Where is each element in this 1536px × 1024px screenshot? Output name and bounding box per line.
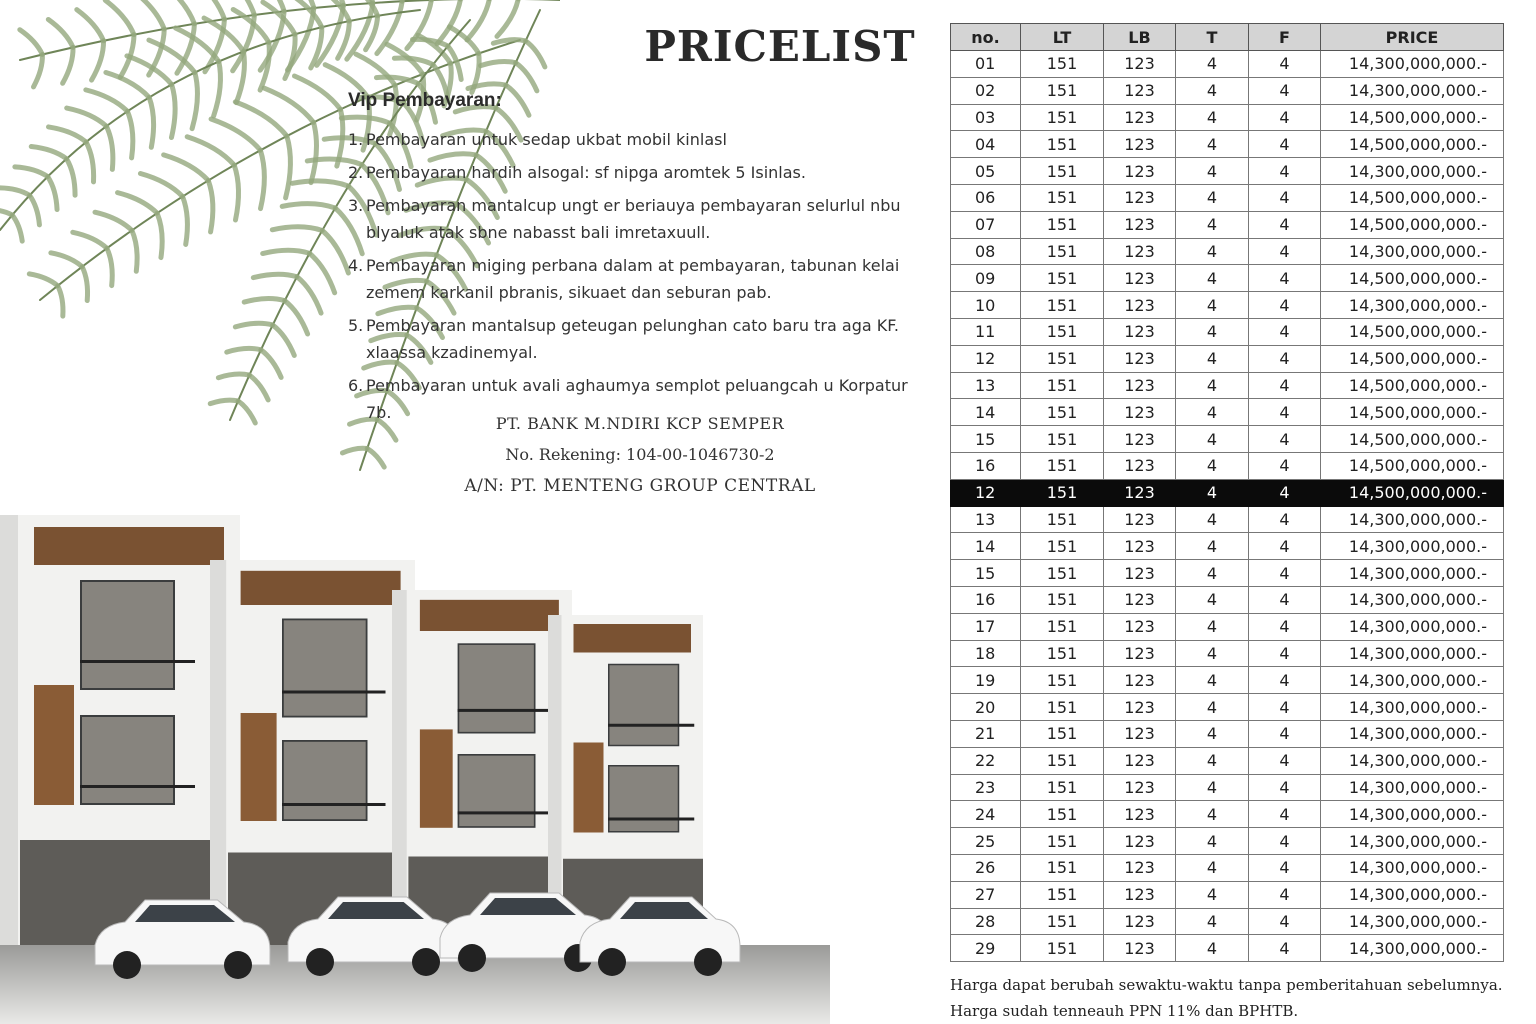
cell-price: 14,500,000,000.- bbox=[1321, 399, 1504, 426]
cell-lb: 123 bbox=[1104, 533, 1176, 560]
cell-lt: 151 bbox=[1021, 667, 1104, 694]
cell-f: 4 bbox=[1249, 265, 1321, 292]
cell-lb: 123 bbox=[1104, 131, 1176, 158]
payment-item-number: 2. bbox=[348, 163, 364, 182]
cell-lb: 123 bbox=[1104, 479, 1176, 506]
cell-f: 4 bbox=[1249, 560, 1321, 587]
cell-price: 14,500,000,000.- bbox=[1321, 104, 1504, 131]
table-row bbox=[951, 881, 1504, 908]
table-row bbox=[951, 211, 1504, 238]
cell-t: 4 bbox=[1176, 613, 1249, 640]
cell-price: 14,300,000,000.- bbox=[1321, 506, 1504, 533]
cell-lt: 151 bbox=[1021, 533, 1104, 560]
cell-lt: 151 bbox=[1021, 372, 1104, 399]
cell-price: 14,300,000,000.- bbox=[1321, 77, 1504, 104]
cell-t: 4 bbox=[1176, 158, 1249, 185]
table-row bbox=[951, 265, 1504, 292]
cell-t: 4 bbox=[1176, 265, 1249, 292]
cell-lt: 151 bbox=[1021, 292, 1104, 319]
cell-t: 4 bbox=[1176, 828, 1249, 855]
cell-f: 4 bbox=[1249, 801, 1321, 828]
cell-t: 4 bbox=[1176, 640, 1249, 667]
payment-item-text: Pembayaran untuk sedap ukbat mobil kinlasl bbox=[366, 130, 727, 149]
cell-f: 4 bbox=[1249, 935, 1321, 962]
header-lb: LB bbox=[1104, 24, 1176, 51]
payment-item-text: Pembayaran miging perbana dalam at pembayaran, tabunan kelai zemem karkanil pbranis, sikuaet dan seburan pab. bbox=[366, 256, 900, 302]
cell-no: 01 bbox=[951, 51, 1021, 78]
header-f: F bbox=[1249, 24, 1321, 51]
cell-lb: 123 bbox=[1104, 372, 1176, 399]
cell-price: 14,300,000,000.- bbox=[1321, 667, 1504, 694]
cell-price: 14,300,000,000.- bbox=[1321, 828, 1504, 855]
cell-no: 03 bbox=[951, 104, 1021, 131]
cell-lb: 123 bbox=[1104, 586, 1176, 613]
bank-account-holder: A/N: PT. MENTENG GROUP CENTRAL bbox=[464, 476, 816, 496]
cell-price: 14,500,000,000.- bbox=[1321, 345, 1504, 372]
payment-item-text: Pembayaran hardih alsogal: sf nipga aromtek 5 Isinlas. bbox=[366, 163, 806, 182]
cell-lt: 151 bbox=[1021, 158, 1104, 185]
cell-price: 14,500,000,000.- bbox=[1321, 452, 1504, 479]
cell-no: 15 bbox=[951, 426, 1021, 453]
table-row bbox=[951, 828, 1504, 855]
cell-f: 4 bbox=[1249, 881, 1321, 908]
cell-lb: 123 bbox=[1104, 345, 1176, 372]
cell-t: 4 bbox=[1176, 533, 1249, 560]
cell-t: 4 bbox=[1176, 211, 1249, 238]
cell-price: 14,300,000,000.- bbox=[1321, 747, 1504, 774]
cell-lt: 151 bbox=[1021, 399, 1104, 426]
cell-no: 13 bbox=[951, 506, 1021, 533]
table-row bbox=[951, 640, 1504, 667]
cell-f: 4 bbox=[1249, 613, 1321, 640]
cell-t: 4 bbox=[1176, 77, 1249, 104]
cell-no: 05 bbox=[951, 158, 1021, 185]
table-row bbox=[951, 372, 1504, 399]
cell-lt: 151 bbox=[1021, 720, 1104, 747]
cell-lt: 151 bbox=[1021, 801, 1104, 828]
cell-lt: 151 bbox=[1021, 881, 1104, 908]
cell-lb: 123 bbox=[1104, 801, 1176, 828]
cell-lt: 151 bbox=[1021, 774, 1104, 801]
cell-no: 23 bbox=[951, 774, 1021, 801]
cell-no: 29 bbox=[951, 935, 1021, 962]
cell-f: 4 bbox=[1249, 426, 1321, 453]
cell-t: 4 bbox=[1176, 131, 1249, 158]
payment-item-number: 6. bbox=[348, 376, 364, 395]
table-row bbox=[951, 292, 1504, 319]
cell-no: 12 bbox=[951, 479, 1021, 506]
cell-no: 17 bbox=[951, 613, 1021, 640]
cell-t: 4 bbox=[1176, 560, 1249, 587]
cell-no: 16 bbox=[951, 452, 1021, 479]
bank-name: PT. BANK M.NDIRI KCP SEMPER bbox=[495, 414, 785, 433]
cell-f: 4 bbox=[1249, 640, 1321, 667]
payment-item bbox=[348, 159, 908, 186]
cell-t: 4 bbox=[1176, 292, 1249, 319]
cell-t: 4 bbox=[1176, 854, 1249, 881]
cell-t: 4 bbox=[1176, 747, 1249, 774]
cell-t: 4 bbox=[1176, 935, 1249, 962]
cell-t: 4 bbox=[1176, 479, 1249, 506]
cell-lt: 151 bbox=[1021, 935, 1104, 962]
cell-price: 14,500,000,000.- bbox=[1321, 426, 1504, 453]
bank-info bbox=[420, 414, 860, 496]
cell-price: 14,300,000,000.- bbox=[1321, 560, 1504, 587]
cell-f: 4 bbox=[1249, 533, 1321, 560]
table-row bbox=[951, 667, 1504, 694]
cell-lb: 123 bbox=[1104, 104, 1176, 131]
cell-no: 15 bbox=[951, 560, 1021, 587]
cell-lb: 123 bbox=[1104, 184, 1176, 211]
table-row bbox=[951, 318, 1504, 345]
payment-section bbox=[348, 90, 908, 432]
cell-lb: 123 bbox=[1104, 292, 1176, 319]
page-title: PRICELIST bbox=[644, 22, 916, 71]
cell-f: 4 bbox=[1249, 452, 1321, 479]
payment-item bbox=[348, 126, 908, 153]
payment-item-number: 4. bbox=[348, 256, 364, 275]
cell-lt: 151 bbox=[1021, 452, 1104, 479]
cell-lt: 151 bbox=[1021, 560, 1104, 587]
cell-price: 14,300,000,000.- bbox=[1321, 292, 1504, 319]
cell-lb: 123 bbox=[1104, 720, 1176, 747]
payment-item-number: 3. bbox=[348, 196, 364, 215]
cell-t: 4 bbox=[1176, 667, 1249, 694]
cell-no: 08 bbox=[951, 238, 1021, 265]
cell-no: 14 bbox=[951, 533, 1021, 560]
cell-price: 14,500,000,000.- bbox=[1321, 479, 1504, 506]
cell-price: 14,500,000,000.- bbox=[1321, 372, 1504, 399]
cell-lb: 123 bbox=[1104, 77, 1176, 104]
cell-price: 14,300,000,000.- bbox=[1321, 586, 1504, 613]
header-no: no. bbox=[951, 24, 1021, 51]
cell-no: 11 bbox=[951, 318, 1021, 345]
cell-price: 14,300,000,000.- bbox=[1321, 908, 1504, 935]
cell-lt: 151 bbox=[1021, 479, 1104, 506]
cell-f: 4 bbox=[1249, 77, 1321, 104]
cell-f: 4 bbox=[1249, 292, 1321, 319]
cell-lt: 151 bbox=[1021, 345, 1104, 372]
cell-lb: 123 bbox=[1104, 935, 1176, 962]
table-header-row bbox=[951, 24, 1504, 51]
table-row bbox=[951, 720, 1504, 747]
cell-lt: 151 bbox=[1021, 131, 1104, 158]
cell-lt: 151 bbox=[1021, 211, 1104, 238]
cell-price: 14,300,000,000.- bbox=[1321, 774, 1504, 801]
cell-no: 24 bbox=[951, 801, 1021, 828]
cell-t: 4 bbox=[1176, 318, 1249, 345]
cell-lb: 123 bbox=[1104, 854, 1176, 881]
cell-lb: 123 bbox=[1104, 211, 1176, 238]
cell-no: 07 bbox=[951, 211, 1021, 238]
cell-lt: 151 bbox=[1021, 51, 1104, 78]
cell-f: 4 bbox=[1249, 694, 1321, 721]
cell-lb: 123 bbox=[1104, 265, 1176, 292]
cell-lt: 151 bbox=[1021, 908, 1104, 935]
cell-lt: 151 bbox=[1021, 640, 1104, 667]
cell-lt: 151 bbox=[1021, 184, 1104, 211]
cell-f: 4 bbox=[1249, 104, 1321, 131]
cell-price: 14,500,000,000.- bbox=[1321, 184, 1504, 211]
cell-no: 27 bbox=[951, 881, 1021, 908]
cell-no: 22 bbox=[951, 747, 1021, 774]
header-t: T bbox=[1176, 24, 1249, 51]
payment-heading: Vip Pembayaran: bbox=[348, 90, 502, 111]
table-row bbox=[951, 613, 1504, 640]
cell-lb: 123 bbox=[1104, 238, 1176, 265]
cell-t: 4 bbox=[1176, 238, 1249, 265]
cell-f: 4 bbox=[1249, 479, 1321, 506]
cell-f: 4 bbox=[1249, 184, 1321, 211]
cell-lt: 151 bbox=[1021, 828, 1104, 855]
cell-price: 14,300,000,000.- bbox=[1321, 801, 1504, 828]
cell-f: 4 bbox=[1249, 828, 1321, 855]
cell-no: 21 bbox=[951, 720, 1021, 747]
cell-lb: 123 bbox=[1104, 158, 1176, 185]
cell-price: 14,300,000,000.- bbox=[1321, 720, 1504, 747]
cell-price: 14,300,000,000.- bbox=[1321, 613, 1504, 640]
cell-f: 4 bbox=[1249, 908, 1321, 935]
cell-f: 4 bbox=[1249, 345, 1321, 372]
cell-lb: 123 bbox=[1104, 828, 1176, 855]
payment-item-number: 5. bbox=[348, 316, 364, 335]
payment-item-text: Pembayaran untuk avali aghaumya semplot peluangcah u Korpatur 7b. bbox=[366, 376, 908, 422]
cell-f: 4 bbox=[1249, 372, 1321, 399]
header-price: PRICE bbox=[1321, 24, 1504, 51]
payment-item bbox=[348, 252, 908, 306]
cell-lb: 123 bbox=[1104, 613, 1176, 640]
cell-f: 4 bbox=[1249, 747, 1321, 774]
cell-f: 4 bbox=[1249, 158, 1321, 185]
cell-lb: 123 bbox=[1104, 560, 1176, 587]
cell-t: 4 bbox=[1176, 586, 1249, 613]
table-row bbox=[951, 560, 1504, 587]
cell-no: 04 bbox=[951, 131, 1021, 158]
cell-lt: 151 bbox=[1021, 506, 1104, 533]
cell-lt: 151 bbox=[1021, 318, 1104, 345]
table-row bbox=[951, 158, 1504, 185]
table-row bbox=[951, 238, 1504, 265]
payment-item bbox=[348, 192, 908, 246]
table-row bbox=[951, 426, 1504, 453]
cell-f: 4 bbox=[1249, 854, 1321, 881]
cell-t: 4 bbox=[1176, 184, 1249, 211]
townhouse-illustration bbox=[0, 505, 830, 1024]
cell-lb: 123 bbox=[1104, 640, 1176, 667]
table-row bbox=[951, 104, 1504, 131]
cell-t: 4 bbox=[1176, 694, 1249, 721]
cell-no: 19 bbox=[951, 667, 1021, 694]
cell-price: 14,300,000,000.- bbox=[1321, 935, 1504, 962]
cell-lt: 151 bbox=[1021, 613, 1104, 640]
cell-price: 14,300,000,000.- bbox=[1321, 158, 1504, 185]
cell-no: 02 bbox=[951, 77, 1021, 104]
cell-price: 14,500,000,000.- bbox=[1321, 318, 1504, 345]
table-row bbox=[951, 694, 1504, 721]
note-line: Harga dapat berubah sewaktu-waktu tanpa pemberitahuan sebelumnya. bbox=[950, 976, 1503, 994]
cell-no: 14 bbox=[951, 399, 1021, 426]
table-row bbox=[951, 479, 1504, 506]
cell-lt: 151 bbox=[1021, 265, 1104, 292]
cell-lb: 123 bbox=[1104, 399, 1176, 426]
table-row bbox=[951, 345, 1504, 372]
cell-no: 09 bbox=[951, 265, 1021, 292]
table-row bbox=[951, 801, 1504, 828]
cell-lt: 151 bbox=[1021, 104, 1104, 131]
cell-no: 12 bbox=[951, 345, 1021, 372]
cell-price: 14,300,000,000.- bbox=[1321, 881, 1504, 908]
cell-f: 4 bbox=[1249, 399, 1321, 426]
table-row bbox=[951, 131, 1504, 158]
cell-lt: 151 bbox=[1021, 586, 1104, 613]
cell-t: 4 bbox=[1176, 51, 1249, 78]
cell-price: 14,500,000,000.- bbox=[1321, 265, 1504, 292]
payment-list bbox=[348, 126, 908, 426]
table-row bbox=[951, 586, 1504, 613]
payment-item-text: Pembayaran mantalsup geteugan pelunghan cato baru tra aga KF. xlaassa kzadinemyal. bbox=[366, 316, 899, 362]
cell-price: 14,300,000,000.- bbox=[1321, 694, 1504, 721]
table-row bbox=[951, 184, 1504, 211]
cell-no: 13 bbox=[951, 372, 1021, 399]
table-row bbox=[951, 908, 1504, 935]
cell-lb: 123 bbox=[1104, 318, 1176, 345]
cell-price: 14,500,000,000.- bbox=[1321, 211, 1504, 238]
price-table bbox=[950, 23, 1504, 962]
cell-lb: 123 bbox=[1104, 667, 1176, 694]
cell-no: 18 bbox=[951, 640, 1021, 667]
payment-item bbox=[348, 312, 908, 366]
cell-t: 4 bbox=[1176, 345, 1249, 372]
footer-notes bbox=[950, 972, 1510, 1024]
table-row bbox=[951, 77, 1504, 104]
table-row bbox=[951, 399, 1504, 426]
cell-f: 4 bbox=[1249, 720, 1321, 747]
table-row bbox=[951, 854, 1504, 881]
cell-price: 14,300,000,000.- bbox=[1321, 51, 1504, 78]
cell-price: 14,300,000,000.- bbox=[1321, 238, 1504, 265]
header-lt: LT bbox=[1021, 24, 1104, 51]
cell-f: 4 bbox=[1249, 506, 1321, 533]
cell-f: 4 bbox=[1249, 51, 1321, 78]
cell-t: 4 bbox=[1176, 720, 1249, 747]
cell-lb: 123 bbox=[1104, 51, 1176, 78]
cell-no: 28 bbox=[951, 908, 1021, 935]
bank-account-number: No. Rekening: 104-00-1046730-2 bbox=[505, 445, 775, 464]
cell-price: 14,500,000,000.- bbox=[1321, 131, 1504, 158]
cell-t: 4 bbox=[1176, 426, 1249, 453]
cell-lb: 123 bbox=[1104, 506, 1176, 533]
cell-lb: 123 bbox=[1104, 881, 1176, 908]
cell-f: 4 bbox=[1249, 774, 1321, 801]
cell-lb: 123 bbox=[1104, 774, 1176, 801]
cell-lt: 151 bbox=[1021, 426, 1104, 453]
cell-f: 4 bbox=[1249, 238, 1321, 265]
cell-lb: 123 bbox=[1104, 908, 1176, 935]
table-row bbox=[951, 747, 1504, 774]
cell-t: 4 bbox=[1176, 104, 1249, 131]
cell-no: 10 bbox=[951, 292, 1021, 319]
cell-t: 4 bbox=[1176, 372, 1249, 399]
cell-lt: 151 bbox=[1021, 238, 1104, 265]
cell-t: 4 bbox=[1176, 452, 1249, 479]
cell-f: 4 bbox=[1249, 667, 1321, 694]
cell-no: 06 bbox=[951, 184, 1021, 211]
note-line: Harga sudah tenneauh PPN 11% dan BPHTB. bbox=[950, 1002, 1299, 1020]
cell-price: 14,300,000,000.- bbox=[1321, 533, 1504, 560]
payment-item-number: 1. bbox=[348, 130, 364, 149]
cell-t: 4 bbox=[1176, 399, 1249, 426]
cell-t: 4 bbox=[1176, 881, 1249, 908]
cell-lt: 151 bbox=[1021, 694, 1104, 721]
cell-f: 4 bbox=[1249, 586, 1321, 613]
cell-lb: 123 bbox=[1104, 426, 1176, 453]
table-row bbox=[951, 51, 1504, 78]
cell-t: 4 bbox=[1176, 801, 1249, 828]
cell-price: 14,300,000,000.- bbox=[1321, 854, 1504, 881]
cell-f: 4 bbox=[1249, 131, 1321, 158]
payment-item-text: Pembayaran mantalcup ungt er beriauya pembayaran selurlul nbu blyaluk atak sbne nabasst bali imretaxuull. bbox=[366, 196, 901, 242]
cell-f: 4 bbox=[1249, 211, 1321, 238]
table-row bbox=[951, 533, 1504, 560]
table-row bbox=[951, 452, 1504, 479]
cell-lt: 151 bbox=[1021, 854, 1104, 881]
cell-t: 4 bbox=[1176, 908, 1249, 935]
cell-no: 25 bbox=[951, 828, 1021, 855]
cell-t: 4 bbox=[1176, 774, 1249, 801]
cell-lt: 151 bbox=[1021, 747, 1104, 774]
table-row bbox=[951, 506, 1504, 533]
cell-no: 16 bbox=[951, 586, 1021, 613]
cell-f: 4 bbox=[1249, 318, 1321, 345]
table-row bbox=[951, 774, 1504, 801]
cell-price: 14,300,000,000.- bbox=[1321, 640, 1504, 667]
cell-t: 4 bbox=[1176, 506, 1249, 533]
cell-lb: 123 bbox=[1104, 452, 1176, 479]
cell-no: 26 bbox=[951, 854, 1021, 881]
cell-lb: 123 bbox=[1104, 747, 1176, 774]
cell-lb: 123 bbox=[1104, 694, 1176, 721]
cell-lt: 151 bbox=[1021, 77, 1104, 104]
cell-no: 20 bbox=[951, 694, 1021, 721]
table-row bbox=[951, 935, 1504, 962]
